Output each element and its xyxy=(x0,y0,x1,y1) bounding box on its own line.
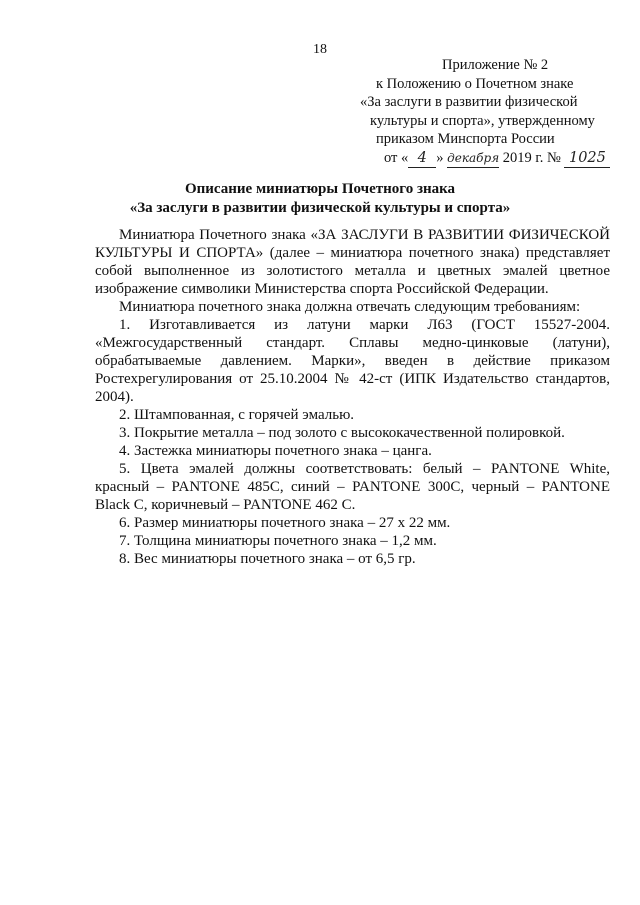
appendix-line-3: «За заслуги в развитии физической xyxy=(360,94,578,110)
list-item: 2. Штампованная, с горячей эмалью. xyxy=(119,407,355,423)
paragraph-requirements: Миниатюра почетного знака должна отвечать следующим требованиям: xyxy=(119,299,581,315)
document-body xyxy=(95,226,610,568)
list-item: 4. Застежка миниатюры почетного знака – цанга. xyxy=(119,443,432,459)
appendix-line-5: приказом Минспорта России xyxy=(376,131,555,147)
date-mid: » xyxy=(436,149,444,166)
paragraph-intro: Миниатюра Почетного знака «ЗА ЗАСЛУГИ В РАЗВИТИИ ФИЗИЧЕСКОЙ КУЛЬТУРЫ И СПОРТА» (далее – миниатюра почетного знака) представляет собой выполненное из золотистого металла и цветных эмалей цветное изображение символики Министерства спорта Российской Федерации. xyxy=(95,227,610,297)
appendix-date-line xyxy=(360,149,620,169)
appendix-header xyxy=(360,56,620,168)
document-title xyxy=(0,180,640,218)
list-item: 7. Толщина миниатюры почетного знака – 1,2 мм. xyxy=(119,533,437,549)
appendix-line-4: культуры и спорта», утвержденному xyxy=(370,112,595,129)
handwritten-month: декабря xyxy=(447,149,499,169)
appendix-line-2: к Положению о Почетном знаке xyxy=(376,75,574,92)
list-item: 8. Вес миниатюры почетного знака – от 6,5 гр. xyxy=(119,551,416,567)
title-line-2: «За заслуги в развитии физической культуры и спорта» xyxy=(129,200,511,216)
page-number: 18 xyxy=(313,42,327,57)
list-item: 3. Покрытие металла – под золото с высококачественной полировкой. xyxy=(119,425,565,441)
list-item: 1. Изготавливается из латуни марки Л63 (ГОСТ 15527-2004. «Межгосударственный стандарт. Сплавы медно-цинковые (латуни), обрабатываемые давлением. Марки», введен в действие приказом Ростехрегулирования от 25.10.2004 № 42-ст (ИПК Издательство стандартов, 2004). xyxy=(95,317,610,405)
date-prefix: от « xyxy=(384,149,409,166)
date-year: 2019 г. № xyxy=(502,149,561,166)
handwritten-doc-number: 1025 xyxy=(564,149,610,169)
handwritten-day: 4 xyxy=(408,149,436,169)
appendix-line-1: Приложение № 2 xyxy=(442,57,549,73)
list-item: 6. Размер миниатюры почетного знака – 27 х 22 мм. xyxy=(119,515,451,531)
list-item: 5. Цвета эмалей должны соответствовать: белый – PANTONE White, красный – PANTONE 485C, синий – PANTONE 300C, черный – PANTONE Black C, коричневый – PANTONE 462 C. xyxy=(95,461,610,513)
title-line-1: Описание миниатюры Почетного знака xyxy=(184,181,456,197)
